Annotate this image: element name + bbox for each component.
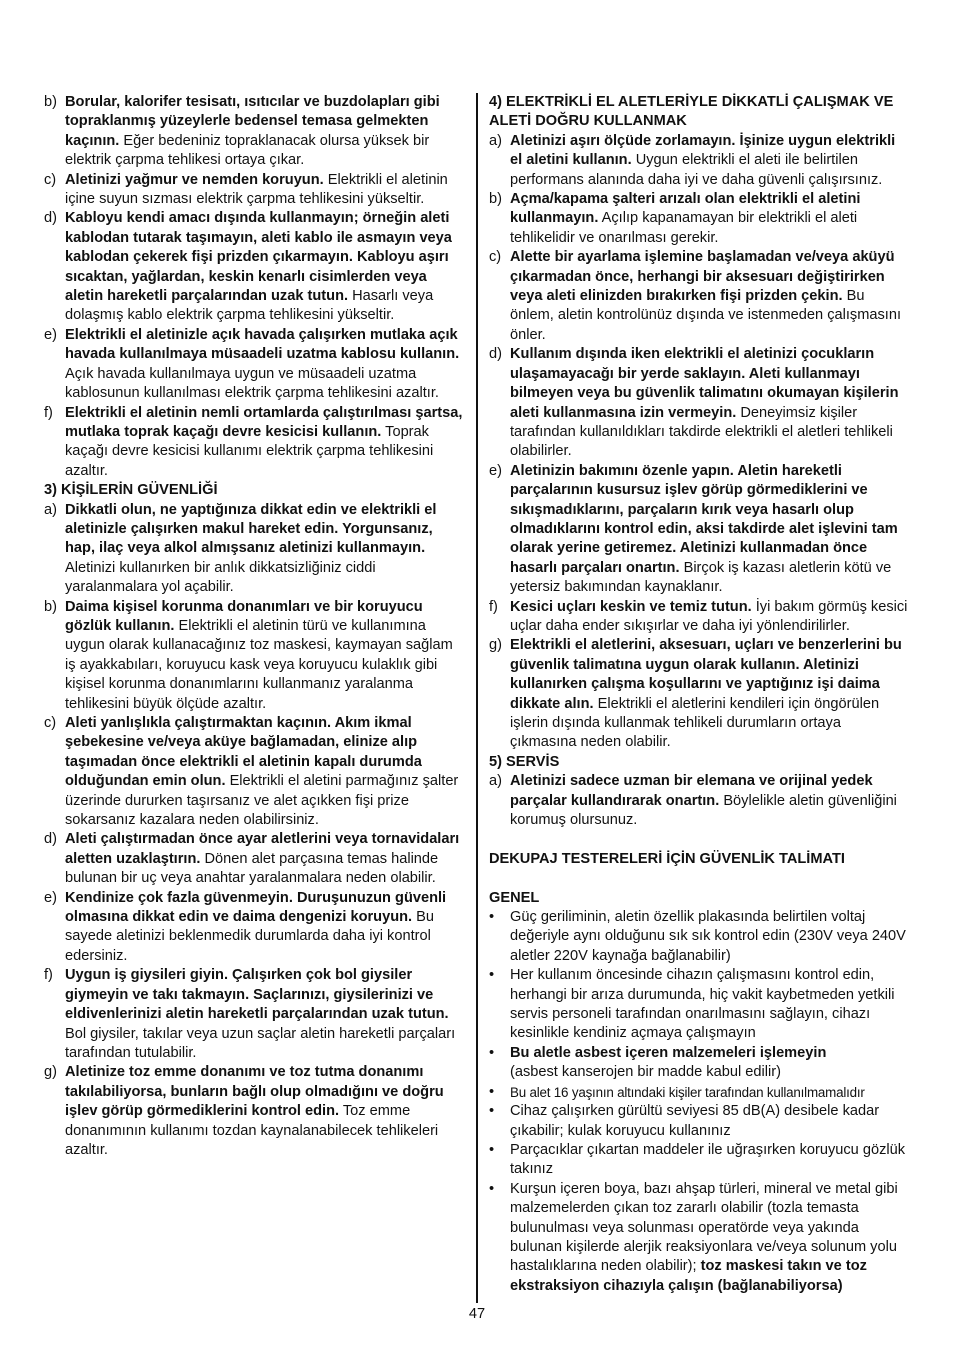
- bullet-normal-text: Bu alet 16 yaşının altındaki kişiler tarafından kullanılmamalıdır: [510, 1084, 865, 1100]
- bullet-normal-text: Cihaz çalışırken gürültü seviyesi 85 dB(A) desibele kadar çıkabilir; kulak koruyucu kullanınız: [510, 1103, 880, 1139]
- bullet-dot: •: [489, 1141, 495, 1158]
- item-label: d): [44, 831, 57, 848]
- service-list: [489, 772, 911, 830]
- tool-use-list: [489, 132, 911, 753]
- bullet-bold-text: toz maskesi takın ve toz ekstraksiyon cihazıyla çalışın (bağlanabiliyorsa): [510, 1258, 867, 1294]
- item-normal-text: Açık havada kullanılmaya uygun ve müsaadeli uzatma kablosunun kullanılması elektrik çarpma tehlikesini azaltır.: [65, 365, 439, 402]
- item-bold-text: Aletinize toz emme donanımı ve toz tutma donanımı takılabiliyorsa, bunların bağlı olup olmadığını ve doğru işlev görüp görmediklerini kontrol edin.: [65, 1064, 444, 1120]
- bullet-text: [510, 966, 911, 1044]
- list-item: [489, 248, 911, 345]
- item-label: c): [489, 249, 502, 266]
- item-text: [510, 772, 911, 830]
- list-item: [44, 889, 466, 967]
- list-item: [44, 209, 466, 325]
- list-item: [489, 462, 911, 598]
- bullet-normal-text: Güç geriliminin, aletin özellik plakasında belirtilen voltaj değeriyle aynı olduğunu sık sık kontrol edin (230V veya 240V aletler 220V kaynağa bağlanabilir): [510, 909, 906, 964]
- bullet-normal-text: (asbest kanserojen bir madde kabul edilir): [510, 1064, 781, 1081]
- item-label: d): [44, 210, 57, 227]
- item-text: [65, 209, 466, 325]
- item-label: a): [44, 501, 57, 518]
- item-label: c): [44, 171, 57, 188]
- left-column: [44, 93, 466, 1160]
- item-normal-text: Bol giysiler, takılar veya uzun saçlar aletin hareketli parçaları tarafından tutulabilir.: [65, 1025, 456, 1061]
- item-normal-text: Eğer bedeniniz topraklanacak olursa yüksek bir elektrik çarpma tehlikesi ortaya çıkar.: [65, 132, 430, 169]
- list-item: [489, 345, 911, 461]
- item-label: e): [44, 889, 57, 906]
- item-bold-text: Elektrikli el aletlerini, aksesuarı, uçları ve benzerlerini bu güvenlik talimatına uygun olarak kullanın. Aletinizi kullanırken çalışma koşullarını ve yaptığınız işi daima dikkate alın.: [510, 637, 902, 712]
- item-label: e): [44, 326, 57, 343]
- item-bold-text: Kullanım dışında iken elektrikli el aletinizi çocukların ulaşamayacağı bir yerde saklayın. Aleti kullanmayı bilmeyen veya bu güvenlik talimatını okumayan kişilerin aleti kullanmasına izin vermeyin.: [510, 346, 899, 421]
- list-item: [44, 714, 466, 830]
- item-label: d): [489, 346, 502, 363]
- item-text: [65, 171, 466, 210]
- item-normal-text: Aletinizi kullanırken bir anlık dikkatsizliğiniz ciddi yaralanmalara yol açabilir.: [65, 559, 376, 596]
- item-bold-text: Kabloyu kendi amacı dışında kullanmayın; örneğin aleti kablodan tutarak taşımayın, aleti kablo ile asmayın veya kablodan çekerek fişi prizden çıkarmayın. Kabloyu aşırı sıcaktan, yağlardan, keskin kenarlı cisimlerden veya aletin hareketli parçalarından uzak tutun.: [65, 210, 452, 305]
- item-bold-text: Kesici uçları keskin ve temiz tutun.: [510, 598, 752, 615]
- list-item: [44, 1063, 466, 1160]
- bullet-item: [489, 966, 911, 1044]
- list-item: [44, 93, 466, 171]
- item-text: [510, 132, 911, 190]
- item-text: [510, 190, 911, 248]
- item-bold-text: Aleti çalıştırmadan önce ayar aletlerini veya tornavidaları aletten uzaklaştırın.: [65, 831, 460, 867]
- item-normal-text: Elektrikli el aletlerini kendileri için öngörülen işlerin dışında kullanmak tehlikeli durumların ortaya çıkmasına neden olabilir.: [510, 695, 880, 751]
- item-label: f): [44, 404, 53, 421]
- item-bold-text: Alette bir ayarlama işlemine başlamadan ve/veya aküyü çıkarmadan önce, herhangi bir aksesuarı değiştirirken veya aleti elinizden bırakırken fişi prizden çekin.: [510, 249, 895, 305]
- bullet-text: [510, 1044, 911, 1083]
- list-item: [489, 598, 911, 637]
- electrical-safety-list: [44, 93, 466, 481]
- item-text: [65, 1063, 466, 1160]
- bullet-item: [489, 1083, 911, 1102]
- item-label: a): [489, 132, 502, 149]
- page-number: 47: [468, 1306, 486, 1322]
- item-label: b): [489, 191, 502, 208]
- item-normal-text: Hasarlı veya dolaşmış kablo elektrik çarpma tehlikesini yükseltir.: [65, 288, 434, 324]
- bullet-item: [489, 1180, 911, 1296]
- list-item: [44, 501, 466, 598]
- section-5-heading: 5) SERVİS: [489, 753, 560, 770]
- general-bullet-list: [489, 908, 911, 1296]
- item-normal-text: Açılıp kapanamayan bir elektrikli el aleti tehlikelidir ve onarılması gerekir.: [510, 210, 858, 246]
- item-normal-text: Deneyimsiz kişiler tarafından kullanıldıkları takdirde elektrikli el aletleri tehlikeli olabilirler.: [510, 404, 893, 460]
- item-label: c): [44, 715, 57, 731]
- bullet-dot: •: [489, 909, 495, 926]
- list-item: [44, 966, 466, 1063]
- personal-safety-list: [44, 501, 466, 1161]
- item-text: [65, 598, 466, 714]
- spacer: [489, 830, 911, 849]
- section-3-heading: 3) KİŞİLERİN GÜVENLİĞİ: [44, 482, 218, 499]
- item-normal-text: Uygun elektrikli el aleti ile belirtilen performans alanında daha iyi ve daha güvenli çalışırsınız.: [510, 152, 883, 188]
- item-text: [65, 830, 466, 888]
- list-item: [44, 404, 466, 482]
- item-bold-text: Daima kişisel korunma donanımları ve bir koruyucu gözlük kullanın.: [65, 598, 423, 634]
- bullet-text: [510, 1083, 911, 1102]
- item-text: [65, 889, 466, 967]
- item-bold-text: Açma/kapama şalteri arızalı olan elektrikli el aletini kullanmayın.: [510, 191, 861, 227]
- bullet-dot: •: [489, 1103, 495, 1120]
- bullet-item: [489, 1141, 911, 1180]
- item-normal-text: Toprak kaçağı devre kesicisi kullanımı elektrik çarpma tehlikesini azaltır.: [65, 423, 434, 479]
- item-text: [510, 248, 911, 345]
- bullet-dot: •: [489, 1044, 495, 1061]
- item-bold-text: Elektrikli el aletinin nemli ortamlarda çalıştırılması şartsa, mutlaka toprak kaçağı devre kesicisi kullanın.: [65, 404, 463, 440]
- bullet-item: [489, 1044, 911, 1083]
- item-label: g): [489, 637, 502, 654]
- item-text: [510, 636, 911, 752]
- item-normal-text: Dönen alet parçasına temas halinde bulunan bir uç veya anahtar yaralanmalara neden olabilir.: [65, 850, 439, 887]
- item-text: [65, 326, 466, 404]
- item-text: [510, 345, 911, 461]
- item-normal-text: Bu sayede aletinizi beklenmedik durumlarda daha iyi kontrol edersiniz.: [65, 909, 435, 964]
- list-item: [44, 171, 466, 210]
- item-label: f): [489, 598, 498, 615]
- bullet-text: [510, 1141, 911, 1180]
- item-normal-text: Toz emme donanımının kullanımı tozdan kaynalanabilecek tehlikeleri azaltır.: [65, 1103, 439, 1158]
- item-label: a): [489, 773, 502, 790]
- item-bold-text: Aletinizi sadece uzman bir elemana ve orijinal yedek parçalar kullandırarak onartın.: [510, 773, 873, 809]
- bullet-item: [489, 1102, 911, 1141]
- item-normal-text: Elektrikli el aletinin türü ve kullanımına uygun olarak kullanacağınız toz maskesi, kaymayan sağlam iş ayakkabıları, koruyucu kask veya koruyucu kulaklık gibi kişisel korunma donanımlarını kullanmanız yaralanma tehlikesini büyük ölçüde azaltır.: [65, 617, 453, 712]
- item-normal-text: Böylelikle aletin güvenliğini korumuş olursunuz.: [510, 792, 897, 829]
- item-bold-text: Uygun iş giysileri giyin. Çalışırken çok bol giysiler giymeyin ve takı takmayın. Saçlarınızı, giysilerinizi ve eldivenlerinizi aletin hareketli parçalarından uzak tutun.: [65, 967, 449, 1023]
- item-text: [65, 404, 466, 482]
- item-normal-text: Bu önlem, aletin kontrolünüz dışında ve istenmeden çalışmasını önler.: [510, 288, 902, 343]
- item-bold-text: Aletinizi aşırı ölçüde zorlamayın. İşinize uygun elektrikli el aletini kullanın.: [510, 132, 896, 169]
- item-bold-text: Borular, kalorifer tesisatı, ısıtıcılar ve buzdolapları gibi topraklanmış yüzeylerle bedensel temasa gelmekten kaçının.: [65, 94, 440, 149]
- bullet-dot: •: [489, 967, 495, 984]
- bullet-bold-text: Bu aletle asbest içeren malzemeleri işlemeyin: [510, 1044, 827, 1061]
- bullet-normal-text: Parçacıklar çıkartan maddeler ile uğraşırken koruyucu gözlük takınız: [510, 1141, 906, 1178]
- item-bold-text: Kendinize çok fazla güvenmeyin. Duruşunuzun güvenli olmasına dikkat edin ve daima dengenizi koruyun.: [65, 889, 447, 926]
- item-text: [65, 501, 466, 598]
- list-item: [44, 326, 466, 404]
- safety-instructions-title: DEKUPAJ TESTERELERİ İÇİN GÜVENLİK TALİMATI: [489, 850, 845, 867]
- item-text: [65, 966, 466, 1063]
- column-divider: [476, 93, 478, 1303]
- item-label: f): [44, 967, 53, 984]
- spacer: [489, 869, 911, 888]
- list-item: [489, 636, 911, 752]
- item-normal-text: Birçok iş kazası aletlerin kötü ve yetersiz bakımından kaynaklanır.: [510, 559, 892, 596]
- list-item: [489, 132, 911, 190]
- item-bold-text: Aletinizin bakımını özenle yapın. Aletin hareketli parçalarının kusursuz işlev görüp görmediklerini ve sıkışmadıklarını, parçaların kırık veya hasarlı olup olmadıklarını kontrol edin, aksi takdirde alet işlevini tam olarak yerine getiremez. Aletinizi kullanmadan önce hasarlı parçaları onartın.: [510, 462, 898, 576]
- item-label: g): [44, 1064, 57, 1081]
- bullet-text: [510, 1102, 911, 1141]
- bullet-item: [489, 908, 911, 966]
- list-item: [44, 830, 466, 888]
- bullet-text: [510, 1180, 911, 1296]
- bullet-normal-text: Kurşun içeren boya, bazı ahşap türleri, mineral ve metal gibi malzemelerden çıkan toz zararlı olabilir (tozla temasta bulunulması veya solunması operatörde veya yakında bulunan kişilerde alerjik reaksiyonlara ve/veya solunum yolu hastalıklarına neden olabilir);: [510, 1180, 898, 1275]
- item-bold-text: Aletinizi yağmur ve nemden koruyun.: [65, 171, 324, 188]
- item-bold-text: Elektrikli el aletinizle açık havada çalışırken mutlaka açık havada kullanılmaya müsaadeli uzatma kablosu kullanın.: [65, 326, 460, 363]
- item-bold-text: Aleti yanlışlıkla çalıştırmaktan kaçının. Akım ikmal şebekesine ve/veya aküye bağlamadan, elinize alıp taşımadan önce elektrikli el aletinin kapalı durumda olduğundan emin olun.: [65, 715, 422, 790]
- item-normal-text: Elektrikli el aletinin içine suyun sızması elektrik çarpma tehlikesini yükseltir.: [65, 171, 448, 208]
- list-item: [489, 190, 911, 248]
- bullet-dot: •: [489, 1083, 495, 1100]
- section-4-heading: 4) ELEKTRİKLİ EL ALETLERİYLE DİKKATLİ ÇALIŞMAK VE ALETİ DOĞRU KULLANMAK: [489, 94, 894, 130]
- list-item: [44, 598, 466, 714]
- item-normal-text: Elektrikli el aletini parmağınız şalter üzerinde dururken taşırsanız ve alet açıkken fişi prize sokarsanız kazalara neden olabilirsiniz.: [65, 773, 459, 829]
- list-item: [489, 772, 911, 830]
- item-text: [65, 93, 466, 171]
- bullet-dot: •: [489, 1180, 495, 1197]
- item-normal-text: İyi bakım görmüş kesici uçlar daha ender sıkışırlar ve daha iyi yönlendirilirler.: [510, 598, 908, 634]
- bullet-normal-text: Her kullanım öncesinde cihazın çalışmasını kontrol edin, herhangi bir arıza durumunda, hiç vakit kaybetmeden yetkili servis personeli tarafından onarılmasını sağlayın, cihazı kesinlikle kendiniz açmaya çalışmayın: [510, 967, 895, 1042]
- item-text: [65, 714, 466, 830]
- item-text: [510, 462, 911, 598]
- item-bold-text: Dikkatli olun, ne yaptığınıza dikkat edin ve elektrikli el aletinizle çalışırken makul hareket edin. Yorgunsanız, hap, ilaç veya alkol almışsanız aletinizi kullanmayın.: [65, 501, 437, 557]
- item-label: b): [44, 94, 57, 110]
- item-text: [510, 598, 911, 637]
- item-label: e): [489, 462, 502, 479]
- bullet-text: [510, 908, 911, 966]
- general-heading: GENEL: [489, 889, 540, 906]
- right-column: [489, 93, 911, 1296]
- item-label: b): [44, 598, 57, 615]
